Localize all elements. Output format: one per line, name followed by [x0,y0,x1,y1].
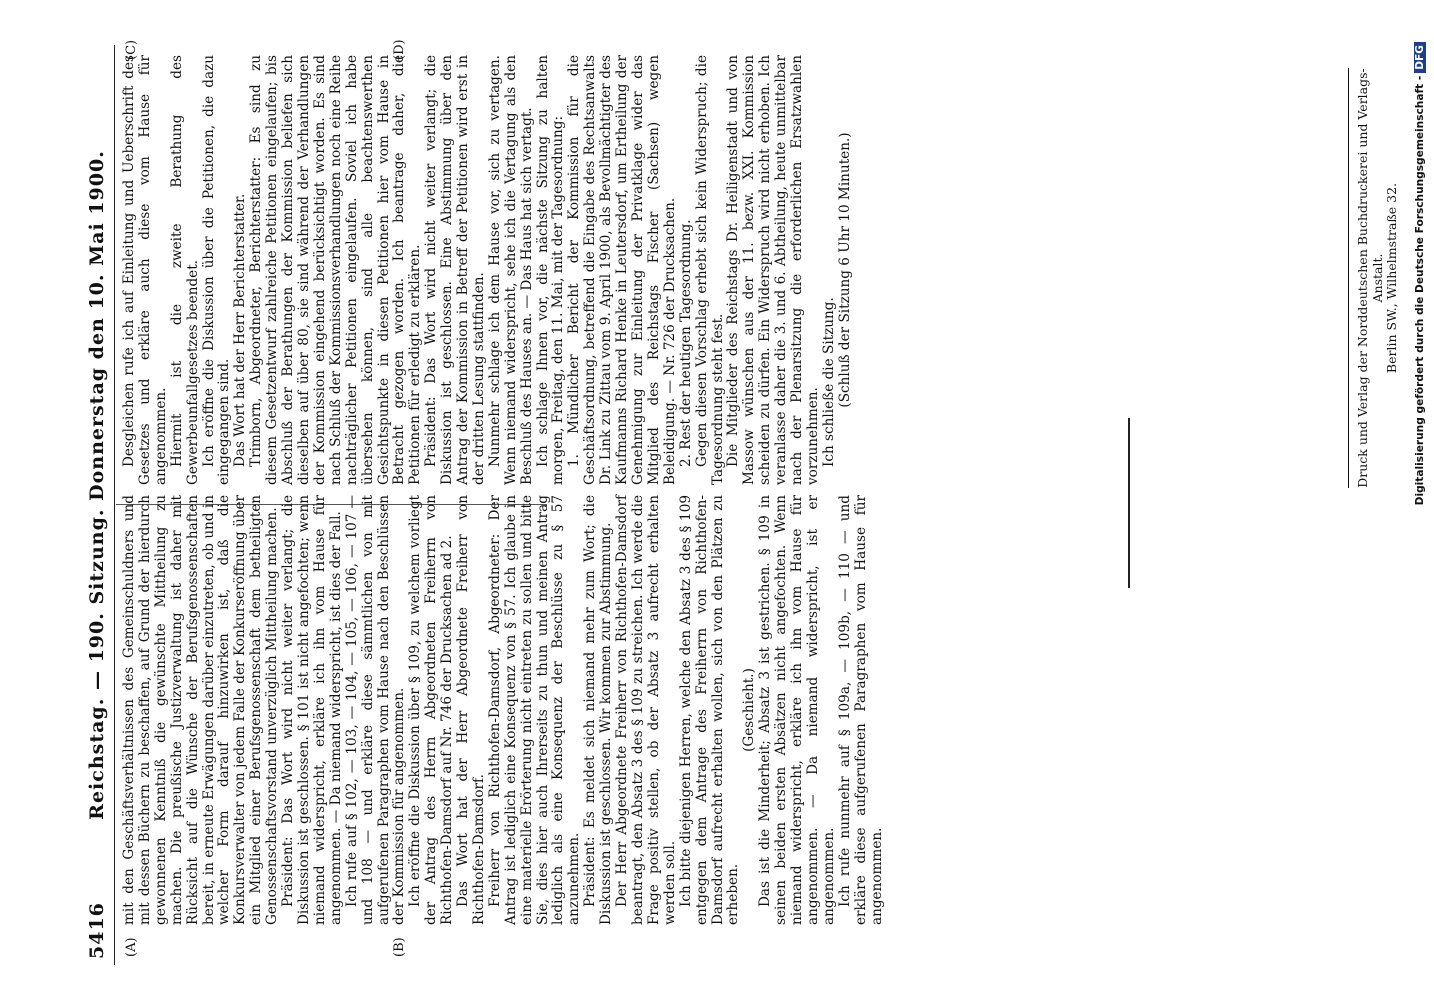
imprint-line: Druck und Verlag der Norddeutschen Buchdruckerei und Verlags-Anstalt. [1355,68,1385,488]
paragraph: Präsident: Das Wort wird nicht weiter verlangt; die Diskussion ist geschlossen. Eine Abstimmung über den Antrag der Kommission in Betreff der Petitionen wird erst in der dritten Lesung stattfinden. [423,55,487,485]
paragraph: Gegen diesen Vorschlag erhebt sich kein Widerspruch; die Tagesordnung steht fest. [693,55,726,485]
imprint-line: Berlin SW., Wilhelmstraße 32. [1384,182,1399,374]
paragraph: Ich schließe die Sitzung. [820,297,837,467]
paragraph: Präsident: Das Wort wird nicht weiter verlangt; die Diskussion ist geschlossen. § 101 ist nicht angefochten; wenn niemand widerspricht, erkläre ich ihn vom Hause für angenommen. — Da niemand widerspricht, ist dies der Fall. [280,495,344,925]
paragraph: mit den Geschäftsverhältnissen des Gemeinschuldners und mit dessen Büchern zu beschaffen, auf Grund der hierdurch gewonnenen Kenntniß die gewünschte Mittheilung zu machen. Die preußische Justizverwaltung ist daher mit Rücksicht auf die Wünsche der Berufsgenossenschaften bereit, in erneute Erwägungen darüber einzutreten, ob und in welcher Form darauf hinzuwirken ist, daß die Konkursverwalter von jedem Falle der Konkurseröffnung über ein Mitglied einer Berufsgenossenschaft dem betheiligten Genossenschaftsvorstand unverzüglich Mittheilung machen. [121,495,281,925]
imprint-rule [1348,68,1349,488]
paragraph: Präsident: Es meldet sich niemand mehr zum Wort; die Diskussion ist geschlossen. Wir kommen zur Abstimmung. [582,495,615,925]
margin-label-a: (A) [124,937,139,957]
margin-label-d: (D) [392,39,407,60]
left-column [122,495,886,925]
paragraph: Ich rufe nunmehr auf § 109a, — 109b, — 110 — und erkläre diese aufgerufenen Paragraphen vom Hause für angenommen. [836,495,885,925]
paragraph: Das Wort hat der Herr Berichterstatter. [232,193,249,467]
paragraph: 2. Rest der heutigen Tagesordnung. [677,219,694,467]
paragraph: Freiherr von Richthofen-Damsdorf, Abgeordneter: Der Antrag ist lediglich eine Konsequenz von § 57. Ich glaube in eine materielle Erörterung nicht eintreten zu sollen und bitte Sie, dies hier auch Ihrerseits zu thun und meinen Antrag lediglich als eine Konsequenz der Beschlüsse zu § 57 anzunehmen. [486,495,583,925]
paragraph: Desgleichen rufe ich auf Einleitung und Ueberschrift des Gesetzes und erkläre auch diese vom Hause für angenommen. [121,55,169,485]
paragraph: 1. Mündlicher Bericht der Kommission für die Geschäftsordnung, betreffend die Eingabe des Rechtsanwalts Dr. Link zu Zittau vom 9. April 1900, als Bevollmächtigter des Kaufmanns Richard Henke in Leutersdorf, um Ertheilung der Genehmigung zur Einleitung der Privatklage wider das Mitglied des Reichstags Fischer (Sachsen) wegen Beleidigung. — Nr. 726 der Drucksachen. [566,55,678,485]
paragraph: Nunmehr schlage ich dem Hause vor, sich zu vertagen. Wenn niemand widerspricht, sehe ich die Vertagung als den Beschluß des Hauses an. — Das Haus hat sich vertagt. [486,55,535,485]
rotated-text-block [80,39,1410,965]
printer-imprint [1352,68,1399,488]
paragraph: (Schluß der Sitzung 6 Uhr 10 Minuten.) [836,132,853,408]
paragraph: Ich schlage Ihnen vor, die nächste Sitzung zu halten morgen, Freitag, den 11. Mai, mit der Tagesordnung: [534,55,567,485]
paragraph: Hiermit ist die zweite Berathung des Gewerbeunfallgesetzes beendet. [168,55,201,485]
paragraph: Ich eröffne die Diskussion über die Petitionen, die dazu eingegangen sind. [200,55,233,485]
paragraph: Die Mitglieder des Reichstags Dr. Heiligenstadt und von Massow wünschen aus der 11. bezw. XXI. Kommission scheiden zu dürfen. Ein Widerspruch wird nicht erhoben. Ich veranlasse daher die 3. und 6. Abtheilung, heute unmittelbar nach der Plenarsitzung die erforderlichen Ersatzwahlen vorzunehmen. [725,55,821,485]
digitization-footer [1412,12,1434,772]
page-title: Reichstag. — 190. Sitzung. Donnerstag den 10. Mai 1900. [86,150,108,820]
paragraph: Ich bitte diejenigen Herren, welche den Absatz 3 des § 109 entgegen dem Antrage des Freiherrn von Richthofen-Damsdorf aufrecht erhalten wollen, sich von den Plätzen zu erheben. [677,495,742,925]
page-header [80,45,115,965]
paragraph: (Geschieht.) [741,668,758,752]
margin-label-b: (B) [392,937,407,957]
margin-label-c: (C) [124,39,139,60]
right-column [122,55,854,485]
paragraph: Das ist die Minderheit; Absatz 3 ist gestrichen. § 109 in seinen beiden ersten Absätzen nicht angefochten. Wenn niemand widerspricht, erkläre ich ihn vom Hause für angenommen. — Da niemand widerspricht, ist er angenommen. [757,495,837,925]
end-rule [1128,418,1130,588]
paragraph: Ich eröffne die Diskussion über § 109, zu welchem vorliegt der Antrag des Herrn Abgeordneten Freiherrn von Richthofen-Damsdorf auf Nr. 746 der Drucksachen ad 2. [407,495,456,925]
paragraph: Das Wort hat der Herr Abgeordnete Freiherr von Richthofen-Damsdorf. [455,495,487,925]
paragraph: Ich rufe auf § 102, — 103, — 104, — 105, — 106, — 107 — und 108 — und erkläre diese sämmtlichen von mit aufgerufenen Paragraphen vom Hause nach den Beschlüssen der Kommission für angenommen. [343,495,408,925]
paragraph: Der Herr Abgeordnete Freiherr von Richthofen-Damsdorf beantragt, den Absatz 3 des § 109 zu streichen. Ich werde die Frage positiv stellen, ob der Absatz 3 aufrecht erhalten werden soll. [614,495,678,925]
dfg-logo: DFG [1414,42,1426,73]
page-number: 5416 [86,902,108,959]
footer-text: Digitalisierung gefördert durch die Deutsche Forschungsgemeinschaft - [1414,75,1426,506]
paragraph: Trimborn, Abgeordneter, Berichterstatter: Es sind zu diesem Gesetzentwurf zahlreiche Petitionen eingelaufen; bis Abschluß der Berathungen der Kommission beliefen sich dieselben auf über 80, sie sind während der Verhandlungen der Kommission eingehend berücksichtigt worden. Es sind nach Schluß der Kommissionsverhandlungen noch eine Reihe nachträglicher Petitionen eingelaufen. Soviel ich habe übersehen können, sind alle beachtenswerthen Gesichtspunkte in diesen Petitionen hier vom Hause in Betracht gezogen worden. Ich beantrage daher, die Petitionen für erledigt zu erklären. [248,55,424,485]
